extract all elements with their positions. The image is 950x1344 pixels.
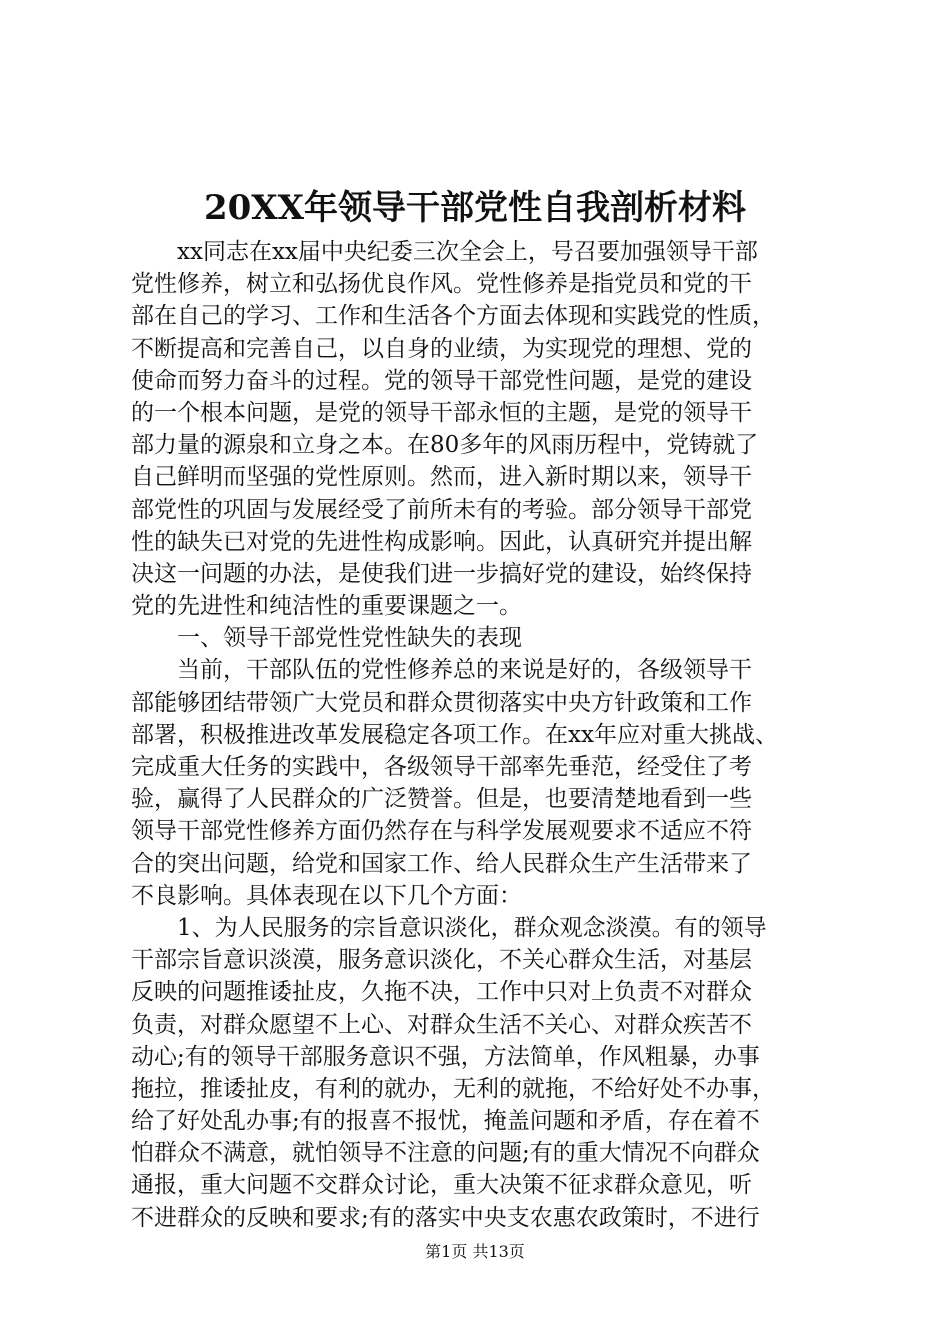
body-line: 部党性的巩固与发展经受了前所未有的考验。部分领导干部党 bbox=[131, 496, 752, 523]
body-line: 干部宗旨意识淡漠，服务意识淡化，不关心群众生活，对基层 bbox=[131, 947, 752, 974]
body-line: 决这一问题的办法，是使我们进一步搞好党的建设，始终保持 bbox=[131, 560, 752, 587]
body-line: 使命而努力奋斗的过程。党的领导干部党性问题，是党的建设 bbox=[131, 367, 752, 394]
body-line: 1、为人民服务的宗旨意识淡化，群众观念淡漠。有的领导 bbox=[131, 914, 767, 941]
section-heading: 一、领导干部党性党性缺失的表现 bbox=[131, 625, 522, 652]
body-line: 党性修养，树立和弘扬优良作风。党性修养是指党员和党的干 bbox=[131, 271, 752, 298]
body-line: 完成重大任务的实践中，各级领导干部率先垂范，经受住了考 bbox=[131, 754, 752, 780]
body-line: 不断提高和完善自己，以自身的业绩，为实现党的理想、党的 bbox=[131, 335, 752, 362]
body-line: 反映的问题推诿扯皮，久拖不决，工作中只对上负责不对群众 bbox=[131, 979, 752, 1006]
body-line: 自己鲜明而坚强的党性原则。然而，进入新时期以来，领导干 bbox=[131, 464, 752, 491]
body-line: 部署，积极推进改革发展稳定各项工作。在xx年应对重大挑战、 bbox=[131, 721, 778, 748]
body-line: 部力量的源泉和立身之本。在80多年的风雨历程中，党铸就了 bbox=[131, 432, 759, 459]
body-line: 部能够团结带领广大党员和群众贯彻落实中央方针政策和工作 bbox=[131, 689, 752, 716]
body-line: 党的先进性和纯洁性的重要课题之一。 bbox=[131, 593, 522, 620]
body-line: 负责，对群众愿望不上心、对群众生活不关心、对群众疾苦不 bbox=[131, 1011, 752, 1038]
body-line: 不进群众的反映和要求;有的落实中央支农惠农政策时，不进行 bbox=[131, 1204, 760, 1231]
document-title: 20XX年领导干部党性自我剖析材料 bbox=[203, 188, 747, 228]
body-line: 不良影响。具体表现在以下几个方面： bbox=[131, 882, 522, 909]
body-line: 性的缺失已对党的先进性构成影响。因此，认真研究并提出解 bbox=[131, 528, 752, 555]
body-line: 通报，重大问题不交群众讨论，重大决策不征求群众意见，听 bbox=[131, 1172, 752, 1199]
body-line: 当前，干部队伍的党性修养总的来说是好的，各级领导干 bbox=[131, 657, 752, 684]
body-line: 的一个根本问题，是党的领导干部永恒的主题，是党的领导干 bbox=[131, 399, 752, 426]
page-footer: 第1页 共13页 bbox=[425, 1242, 525, 1261]
body-line: 合的突出问题，给党和国家工作、给人民群众生产生活带来了 bbox=[131, 850, 752, 877]
body-line: xx同志在xx届中央纪委三次全会上，号召要加强领导干部 bbox=[131, 239, 758, 265]
body-line: 动心;有的领导干部服务意识不强，方法简单，作风粗暴，办事 bbox=[131, 1043, 760, 1070]
body-line: 领导干部党性修养方面仍然存在与科学发展观要求不适应不符 bbox=[131, 818, 752, 845]
body-line: 验，赢得了人民群众的广泛赞誉。但是，也要清楚地看到一些 bbox=[131, 786, 752, 813]
body-line: 给了好处乱办事;有的报喜不报忧，掩盖问题和矛盾，存在着不 bbox=[131, 1108, 760, 1135]
body-line: 部在自己的学习、工作和生活各个方面去体现和实践党的性质， bbox=[131, 303, 775, 330]
body-line: 怕群众不满意，就怕领导不注意的问题;有的重大情况不向群众 bbox=[131, 1140, 760, 1167]
body-line: 拖拉，推诿扯皮，有利的就办，无利的就拖，不给好处不办事， bbox=[131, 1075, 775, 1102]
document-body bbox=[131, 236, 851, 1234]
